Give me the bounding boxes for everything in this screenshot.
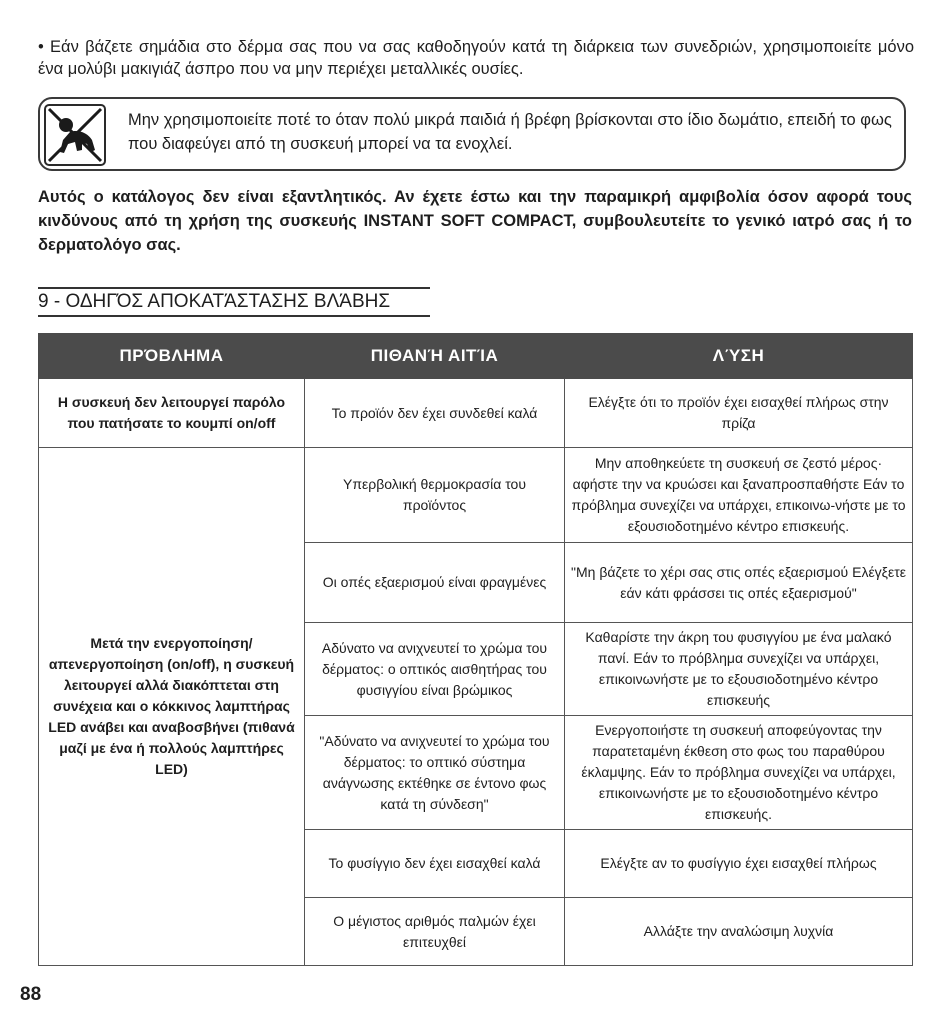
cause-cell: "Αδύνατο να ανιχνευτεί το χρώμα του δέρματος: το οπτικό σύστημα ανάγνωσης εκτέθηκε σε έντονο φως κατά τη σύνδεση" — [305, 716, 565, 830]
no-babies-icon — [44, 104, 106, 166]
header-problem: ΠΡΌΒΛΗΜΑ — [39, 334, 305, 379]
solution-cell: Ελέγξτε ότι το προϊόν έχει εισαχθεί πλήρως στην πρίζα — [565, 379, 913, 448]
cause-cell: Το προϊόν δεν έχει συνδεθεί καλά — [305, 379, 565, 448]
cause-cell: Ο μέγιστος αριθμός παλμών έχει επιτευχθεί — [305, 898, 565, 966]
warning-box — [38, 97, 906, 171]
disclaimer-note: Αυτός ο κατάλογος δεν είναι εξαντλητικός. Αν έχετε έστω και την παραμικρή αμφιβολία όσον αφορά τους κινδύνους από τη χρήση της συσκευής INSTANT SOFT COMPACT, συμβουλευτείτε το γενικό ιατρό σας ή το δερματολόγο σας. — [38, 188, 912, 254]
troubleshooting-table — [38, 333, 913, 966]
table-header-row — [39, 334, 913, 379]
solution-cell: Καθαρίστε την άκρη του φυσιγγίου με ένα μαλακό πανί. Εάν το πρόβλημα συνεχίζει να υπάρχει, επικοινωνήστε με το εξουσιοδοτημένο κέντρο επισκευής — [565, 623, 913, 716]
section-title: 9 - ΟΔΗΓΌΣ ΑΠΟΚΑΤΆΣΤΑΣΗΣ ΒΛΆΒΗΣ — [38, 287, 430, 317]
solution-cell: Ενεργοποιήστε τη συσκευή αποφεύγοντας την παρατεταμένη έκθεση στο φως του παραθύρου έκλαμψης. Εάν το πρόβλημα συνεχίζει να υπάρχει, επικοινωνήστε με το εξουσιοδοτημένο κέντρο επισκευής. — [565, 716, 913, 830]
intro-paragraph: • Εάν βάζετε σημάδια στο δέρμα σας που να σας καθοδηγούν κατά τη διάρκεια των συνεδριών, χρησιμοποιείτε μόνο ένα μολύβι μακιγιάζ άσπρο που να μην περιέχει μεταλλικές ουσίες. — [38, 38, 914, 78]
header-cause: ΠΙΘΑΝΉ ΑΙΤΊΑ — [305, 334, 565, 379]
cause-cell: Το φυσίγγιο δεν έχει εισαχθεί καλά — [305, 830, 565, 898]
solution-cell: Αλλάξτε την αναλώσιμη λυχνία — [565, 898, 913, 966]
problem-cell: Μετά την ενεργοποίηση/απενεργοποίηση (on/off), η συσκευή λειτουργεί αλλά διακόπτεται στη συνέχεια και ο κόκκινος λαμπτήρας LED ανάβει και αναβοσβήνει (πιθανά μαζί με ένα ή πολλούς λαμπτήρες LED) — [39, 448, 305, 966]
page-number: 88 — [20, 984, 42, 1005]
problem-cell: Η συσκευή δεν λειτουργεί παρόλο που πατήσατε το κουμπί on/off — [39, 379, 305, 448]
header-solution: ΛΎΣΗ — [565, 334, 913, 379]
solution-cell: Μην αποθηκεύετε τη συσκευή σε ζεστό μέρος· αφήστε την να κρυώσει και ξαναπροσπαθήστε Εάν το πρόβλημα συνεχίζει να υπάρχει, επικοινω-νήστε με το εξουσιοδοτημένο κέντρο επισκευής. — [565, 448, 913, 543]
table-row — [39, 379, 913, 448]
cause-cell: Αδύνατο να ανιχνευτεί το χρώμα του δέρματος: ο οπτικός αισθητήρας του φυσιγγίου είναι βρώμικος — [305, 623, 565, 716]
solution-cell: "Μη βάζετε το χέρι σας στις οπές εξαερισμού Ελέγξετε εάν κάτι φράσσει τις οπές εξαερισμού" — [565, 543, 913, 623]
cause-cell: Υπερβολική θερμοκρασία του προϊόντος — [305, 448, 565, 543]
table-row — [39, 448, 913, 543]
warning-text: Μην χρησιμοποιείτε ποτέ το όταν πολύ μικρά παιδιά ή βρέφη βρίσκονται στο ίδιο δωμάτιο, επειδή το φως που διαφεύγει από τη συσκευή μπορεί να τα ενοχλεί. — [128, 111, 892, 153]
solution-cell: Ελέγξτε αν το φυσίγγιο έχει εισαχθεί πλήρως — [565, 830, 913, 898]
cause-cell: Οι οπές εξαερισμού είναι φραγμένες — [305, 543, 565, 623]
